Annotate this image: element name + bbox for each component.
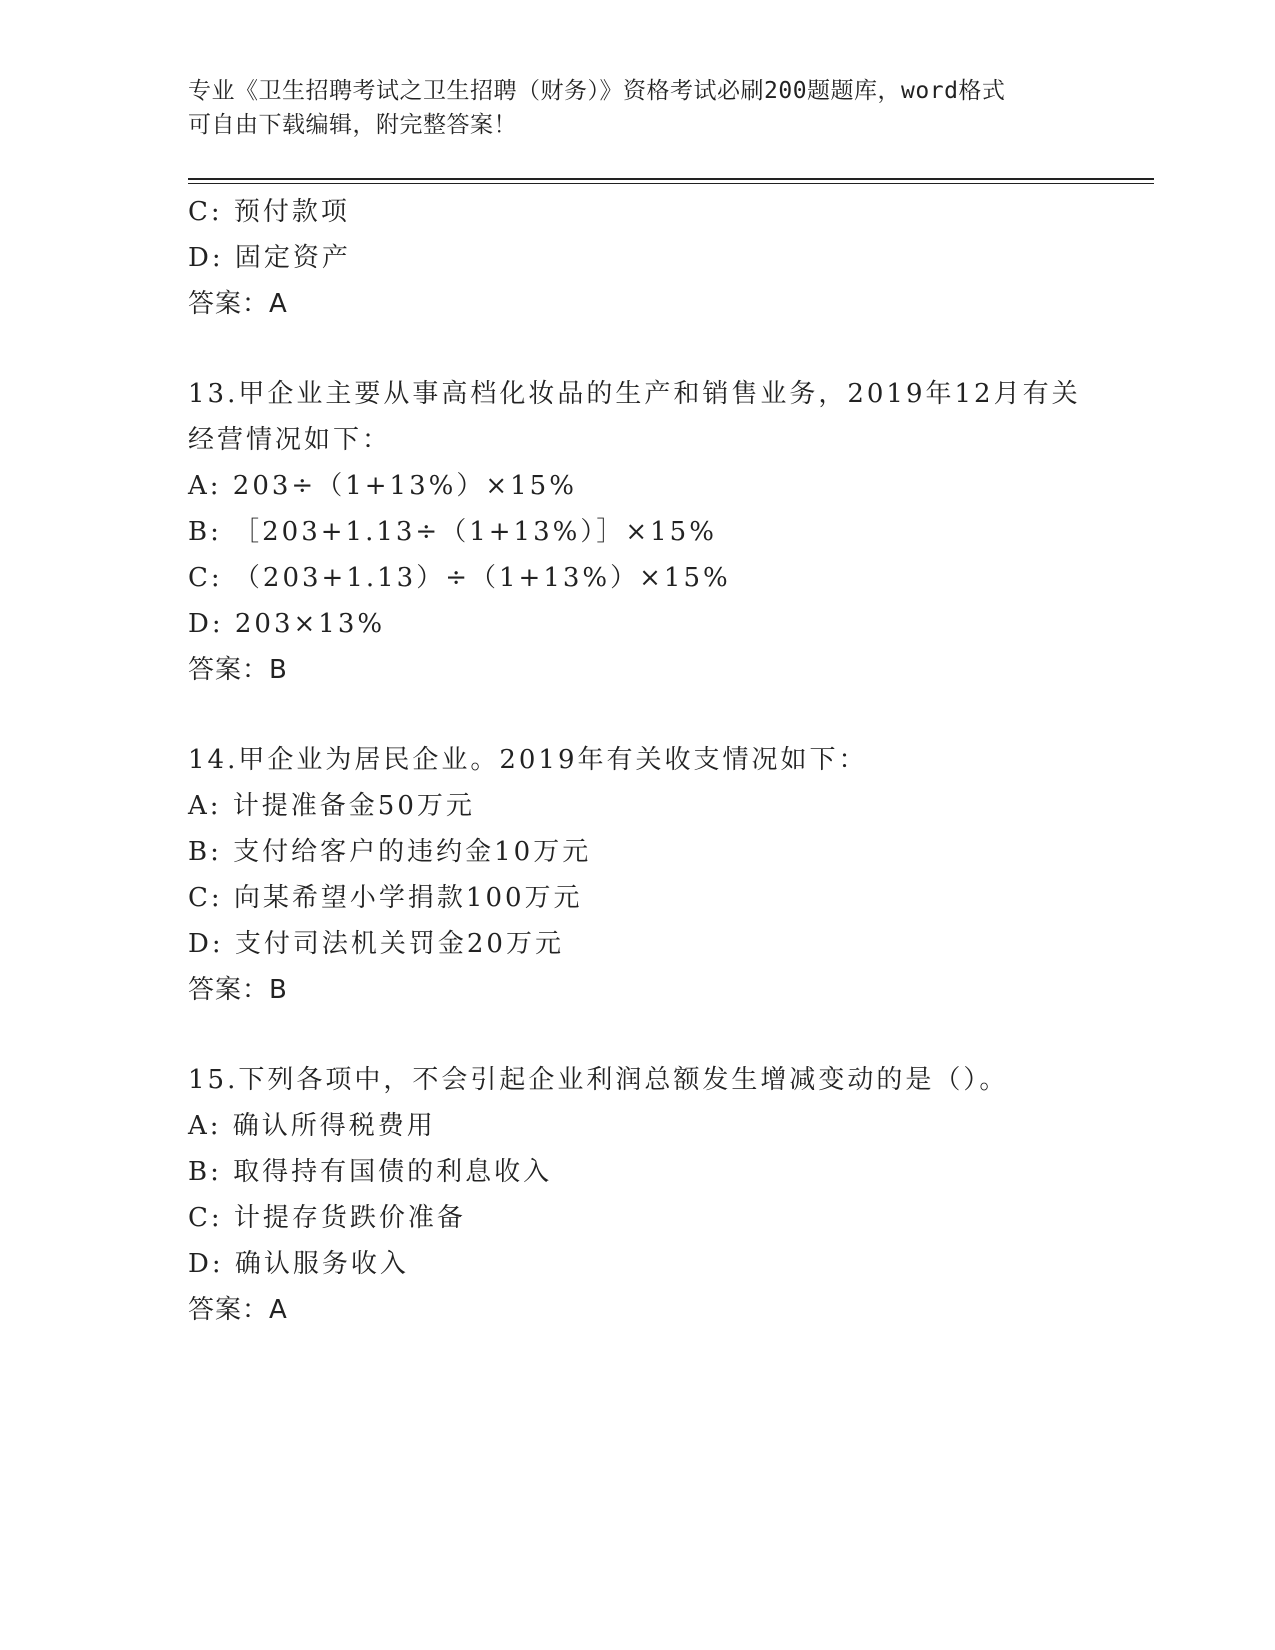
option-d: D: 支付司法机关罚金20万元: [188, 929, 564, 959]
question-content: [188, 189, 1088, 1333]
option-c: C: （203+1.13）÷（1+13%）×15%: [188, 563, 731, 593]
option-a: A: 203÷（1+13%）×15%: [188, 471, 577, 501]
question-stem-continued: 经营情况如下：: [188, 425, 392, 455]
header-rule-thin: [188, 183, 1154, 184]
answer: 答案：A: [188, 289, 288, 319]
header-rule-thick: [188, 178, 1154, 180]
option-a: A: 计提准备金50万元: [188, 791, 475, 821]
option-a: A: 确认所得税费用: [188, 1111, 436, 1141]
question-stem: 13.甲企业主要从事高档化妆品的生产和销售业务，2019年12月有关: [188, 379, 1081, 409]
option-d: D: 203×13%: [188, 609, 386, 639]
option-c: C: 预付款项: [188, 197, 350, 227]
option-b: B: 取得持有国债的利息收入: [188, 1157, 553, 1187]
option-b: B: 支付给客户的违约金10万元: [188, 837, 592, 867]
option-d: D: 确认服务收入: [188, 1249, 409, 1279]
question-stem: 15.下列各项中，不会引起企业利润总额发生增减变动的是（）。: [188, 1065, 1009, 1095]
header-line-2: 可自由下载编辑，附完整答案！: [188, 112, 517, 138]
option-b: B: ［203+1.13÷（1+13%）］×15%: [188, 517, 717, 547]
option-c: C: 向某希望小学捐款100万元: [188, 883, 583, 913]
previous-question-tail: [188, 189, 1088, 327]
answer: 答案：B: [188, 655, 288, 685]
question-15: [188, 1057, 1088, 1333]
question-13: [188, 371, 1088, 693]
question-stem: 14.甲企业为居民企业。2019年有关收支情况如下：: [188, 745, 868, 775]
header-line-1: 专业《卫生招聘考试之卫生招聘（财务）》资格考试必刷200题题库，word格式: [188, 78, 1006, 104]
option-c: C: 计提存货跌价准备: [188, 1203, 466, 1233]
document-header: [188, 74, 1088, 142]
option-d: D: 固定资产: [188, 243, 351, 273]
question-14: [188, 737, 1088, 1013]
answer: 答案：A: [188, 1295, 288, 1325]
answer: 答案：B: [188, 975, 288, 1005]
